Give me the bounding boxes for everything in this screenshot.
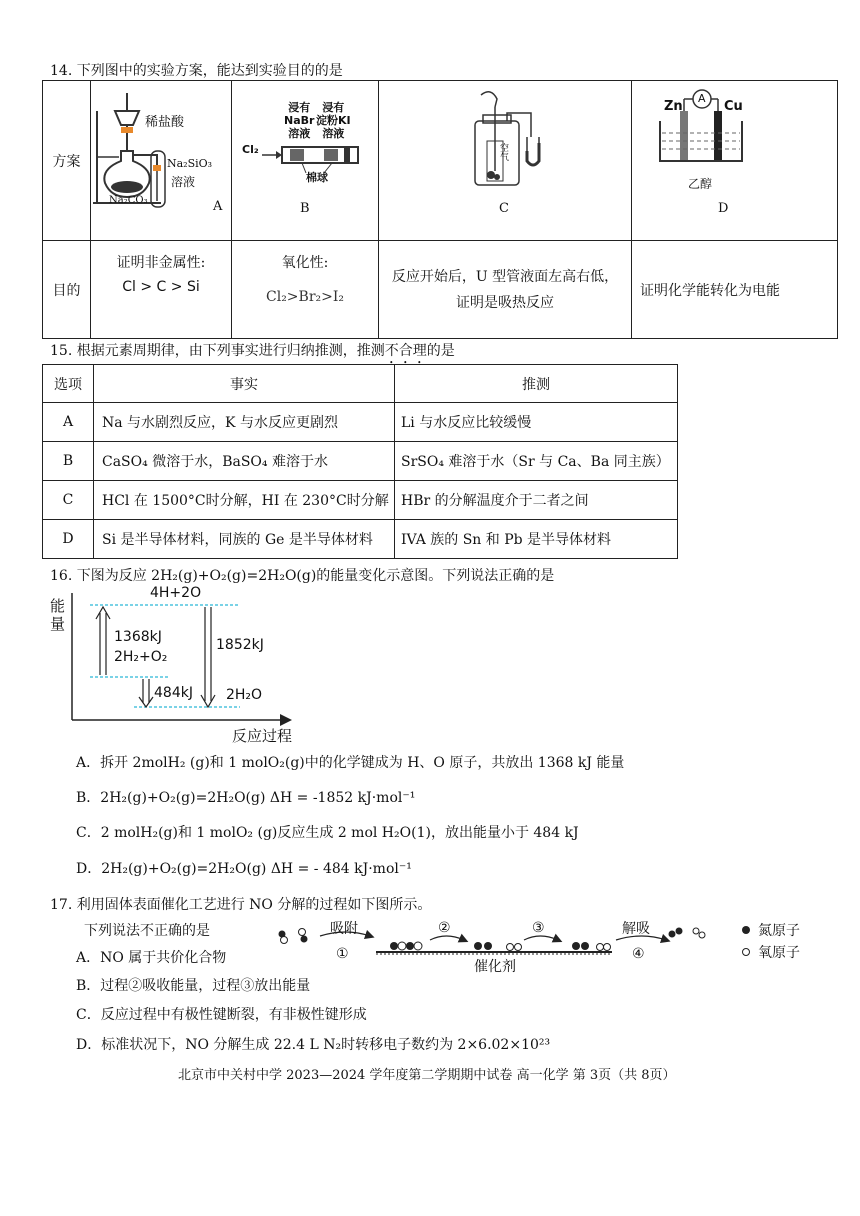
- level-top-label: 4H+2O: [150, 585, 202, 601]
- q17-subtitle: 下列说法不正确的是: [84, 923, 210, 939]
- step-1-number: ①: [336, 946, 349, 962]
- label-ki-l3: 溶液: [322, 127, 345, 140]
- step-desorb: 解吸: [622, 921, 650, 937]
- table-row: [43, 520, 678, 559]
- energy-1852: 1852kJ: [216, 637, 264, 653]
- step-2-number: ②: [438, 920, 451, 936]
- q14-purpose-c: [379, 241, 632, 339]
- label-cl2: Cl₂: [242, 143, 259, 156]
- q14-diagram-b: [232, 81, 379, 241]
- q15-header-fact: 事实: [94, 365, 395, 403]
- q15-row-option: B: [43, 442, 94, 481]
- option-letter-b: B: [300, 201, 310, 216]
- q17-option-c: C．反应过程中有极性键断裂，有非极性键形成: [76, 1007, 367, 1023]
- q14-purpose-d: 证明化学能转化为电能: [632, 241, 838, 339]
- q15-row-guess: SrSO₄ 难溶于水（Sr 与 Ca、Ba 同主族）: [395, 442, 678, 481]
- q15-row-fact: Si 是半导体材料，同族的 Ge 是半导体材料: [94, 520, 395, 559]
- label-solution-a: 溶液: [171, 175, 196, 189]
- q16-option-b: B．2H₂(g)+O₂(g)=2H₂O(g) ΔH = -1852 kJ·mol⁻¹: [76, 790, 416, 806]
- label-ki-l2: 淀粉KI: [316, 114, 351, 127]
- step-4-number: ④: [632, 946, 645, 962]
- label-cu: Cu: [724, 99, 743, 114]
- label-dilute-hcl: 稀盐酸: [145, 115, 185, 130]
- q15-row-fact: CaSO₄ 微溶于水，BaSO₄ 难溶于水: [94, 442, 395, 481]
- purpose-c-l1: 反应开始后，U 型管液面左高右低，: [391, 268, 619, 285]
- level-mid-label: 2H₂+O₂: [114, 649, 168, 665]
- purpose-b-l2: Cl₂>Br₂>I₂: [266, 289, 344, 305]
- q15-row-guess: HBr 的分解温度介于二者之间: [395, 481, 678, 520]
- q15-row-option: C: [43, 481, 94, 520]
- q16-option-c: C．2 molH₂(g)和 1 molO₂ (g)反应生成 2 mol H₂O(1)，放出能量小于 484 kJ: [76, 825, 579, 841]
- q14-purpose-b: [232, 241, 379, 339]
- q16-option-d: D．2H₂(g)+O₂(g)=2H₂O(g) ΔH = - 484 kJ·mol⁻¹: [76, 861, 412, 877]
- label-na2sio3: Na₂SiO₃: [167, 157, 213, 170]
- label-ethanol: 乙醇: [688, 177, 713, 191]
- label-air: 空气: [498, 143, 508, 161]
- q15-row-fact: HCl 在 1500°C时分解，HI 在 230°C时分解: [94, 481, 395, 520]
- q15-title-post: 的是: [426, 343, 455, 359]
- chart-xlabel: 反应过程: [232, 727, 293, 745]
- label-cotton: 棉球: [306, 171, 328, 184]
- option-letter-a: A: [213, 199, 223, 214]
- label-na2co3: Na₂CO₃: [109, 195, 148, 206]
- ammeter-icon: A: [698, 92, 706, 105]
- energy-1368: 1368kJ: [114, 629, 162, 645]
- step-3-number: ③: [532, 920, 545, 936]
- table-row: [43, 442, 678, 481]
- q15-title-pre: 15. 根据元素周期律，由下列事实进行归纳推测，推测: [50, 343, 385, 359]
- q14-title: 14. 下列图中的实验方案，能达到实验目的的是: [50, 63, 343, 79]
- label-ki-l1: 浸有: [322, 101, 345, 114]
- step-adsorb: 吸附: [330, 921, 358, 937]
- q14-purpose-a: [91, 241, 232, 339]
- q15-row-guess: IVA 族的 Sn 和 Pb 是半导体材料: [395, 520, 678, 559]
- q14-row-label-purpose: 目的: [43, 241, 91, 339]
- catalysis-diagram: [270, 918, 830, 980]
- q15-header-guess: 推测: [395, 365, 678, 403]
- purpose-a-l1: 证明非金属性:: [116, 255, 206, 271]
- q15-row-option: A: [43, 403, 94, 442]
- catalyst-label: 催化剂: [474, 959, 516, 975]
- q15-table: [42, 364, 678, 559]
- table-row: [43, 403, 678, 442]
- q15-row-fact: Na 与水剧烈反应，K 与水反应更剧烈: [94, 403, 395, 442]
- q16-title: 16. 下图为反应 2H₂(g)+O₂(g)=2H₂O(g)的能量变化示意图。下列说法正确的是: [50, 568, 555, 584]
- legend-oxygen: 氧原子: [758, 945, 800, 961]
- option-letter-d: D: [718, 201, 729, 216]
- energy-diagram: [50, 585, 300, 745]
- q14-diagram-d: [632, 81, 838, 241]
- q14-diagram-a: [91, 81, 232, 241]
- q15-header-option: 选项: [43, 365, 94, 403]
- q14-row-label-scheme: 方案: [43, 81, 91, 241]
- q14-table: [42, 80, 838, 339]
- level-bottom-label: 2H₂O: [226, 687, 263, 703]
- q17-option-a: A．NO 属于共价化合物: [76, 950, 227, 966]
- table-row: [43, 481, 678, 520]
- legend-nitrogen: 氮原子: [758, 923, 800, 939]
- label-nabr-l3: 溶液: [288, 127, 311, 140]
- energy-484: 484kJ: [154, 685, 193, 701]
- q15-title: [50, 340, 455, 367]
- option-letter-c: C: [499, 201, 509, 216]
- purpose-a-l2: Cl > C > Si: [122, 279, 200, 295]
- q14-diagram-c: [379, 81, 632, 241]
- q17-title: 17. 利用固体表面催化工艺进行 NO 分解的过程如下图所示。: [50, 897, 432, 913]
- page-footer: 北京市中关村中学 2023—2024 学年度第二学期期中试卷 高一化学 第 3页（共 8页）: [178, 1068, 676, 1083]
- chart-ylabel: 能量: [50, 597, 66, 633]
- q15-row-option: D: [43, 520, 94, 559]
- label-nabr-l2: NaBr: [284, 114, 315, 127]
- label-zn: Zn: [664, 99, 683, 114]
- purpose-c-l2: 证明是吸热反应: [456, 294, 554, 311]
- q17-option-b: B．过程②吸收能量，过程③放出能量: [76, 978, 311, 994]
- q15-row-guess: Li 与水反应比较缓慢: [395, 403, 678, 442]
- q17-option-d: D．标准状况下，NO 分解生成 22.4 L N₂时转移电子数约为 2×6.02×10²³: [76, 1037, 551, 1053]
- purpose-b-l1: 氧化性:: [281, 255, 329, 271]
- q15-title-emphasis: 不合理: [384, 343, 427, 359]
- label-nabr-l1: 浸有: [288, 101, 311, 114]
- q16-option-a: A．拆开 2molH₂ (g)和 1 molO₂(g)中的化学键成为 H、O 原子，共放出 1368 kJ 能量: [76, 755, 625, 771]
